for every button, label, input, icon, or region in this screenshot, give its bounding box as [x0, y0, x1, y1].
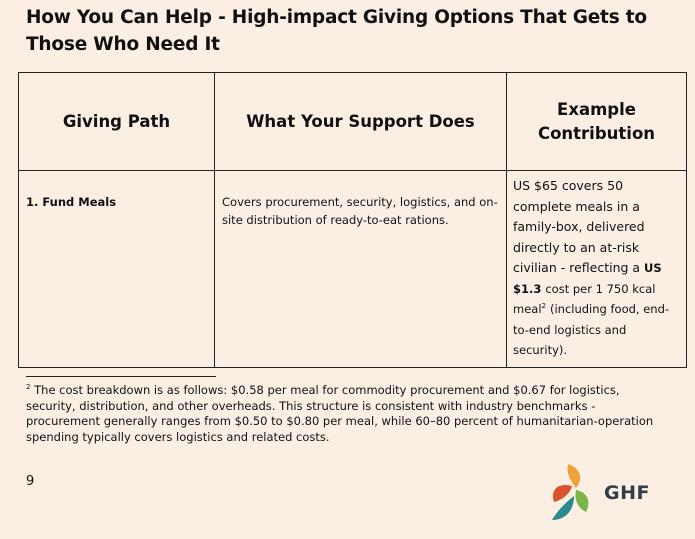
footnote-text: The cost breakdown is as follows: $0.58 per meal for commodity procurement and $0.67 for logistics, security, distribution, and other overheads. This structure is consistent with industry benchmarks - procurement generally ranges from $0.50 to $0.80 per meal, while 60–80 percent of humanitarian-operation spending typically covers logistics and related costs.: [26, 383, 654, 444]
example-inclusions-text: (including food, end-to-end logistics and security).: [513, 302, 670, 357]
footnote-divider: [26, 376, 216, 377]
giving-path-cell: 1. Fund Meals: [19, 171, 215, 368]
example-contribution-cell: [507, 171, 687, 368]
page-number: 9: [26, 474, 35, 489]
logo-leaf-red: [553, 485, 572, 502]
support-description-cell: Covers procurement, security, logistics, and on-site distribution of ready-to-eat rations.: [215, 171, 507, 368]
column-header-giving-path: Giving Path: [19, 73, 215, 171]
footnote-reference[interactable]: 2: [541, 301, 546, 310]
column-header-support: What Your Support Does: [215, 73, 507, 171]
table-row: [19, 171, 687, 368]
logo-leaf-green: [575, 490, 588, 512]
cost-per-meal: US $1.3: [513, 261, 662, 296]
example-cost-text: cost per 1 750 kcal meal: [513, 281, 656, 316]
example-text: US $65 covers 50 complete meals in a family-box, delivered directly to an at-risk civilian - reflecting a: [513, 178, 645, 275]
footnote: [26, 383, 662, 445]
logo-leaf-orange: [568, 464, 581, 488]
column-header-example: Example Contribution: [507, 73, 687, 171]
table-header-row: [19, 73, 687, 171]
page-title: How You Can Help - High-impact Giving Options That Gets to Those Who Need It: [26, 7, 647, 55]
footnote-marker: 2: [26, 383, 31, 392]
logo-text: GHF: [604, 482, 650, 504]
giving-options-table: [18, 72, 687, 368]
